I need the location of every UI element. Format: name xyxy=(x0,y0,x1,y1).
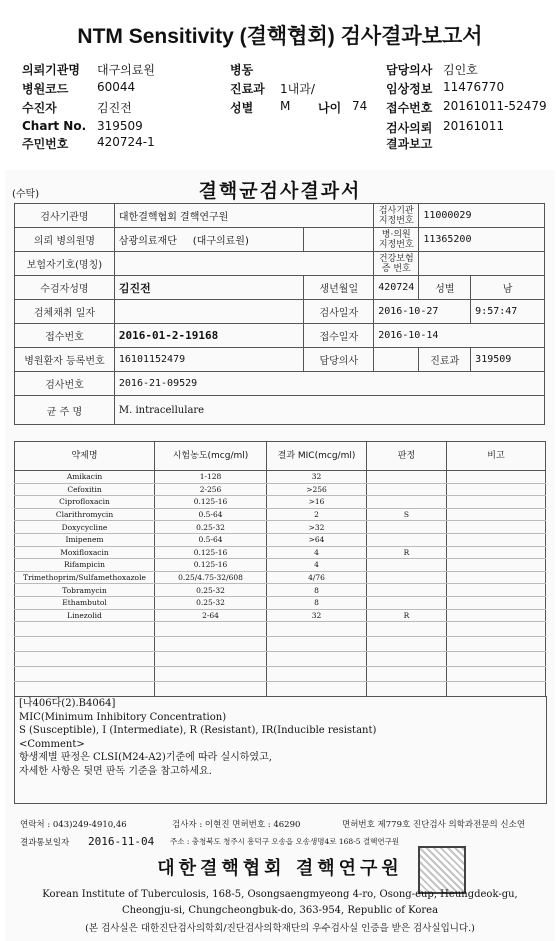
request-date-value: 20161011 xyxy=(443,119,505,133)
lab-code-label: 검사기관 지정번호 xyxy=(374,204,419,228)
clinic-value-cell xyxy=(114,228,304,252)
receipt-date-value: 2016-10-14 xyxy=(374,324,545,348)
report-label: 결과보고 xyxy=(386,137,433,151)
sex-value: M xyxy=(280,99,291,113)
mic-interp: S xyxy=(367,508,447,521)
mic-header-range: 시험농도(mcg/ml) xyxy=(155,442,267,471)
patient-info-table xyxy=(14,203,545,425)
clinical-info-value: 11476770 xyxy=(443,80,505,94)
mic-interp: R xyxy=(367,609,447,622)
mic-row-empty xyxy=(15,667,546,682)
request-date-label: 검사의뢰 xyxy=(386,121,433,135)
patient-value: 김진전 xyxy=(97,101,132,115)
receipt-no-value: 2016-01-2-19168 xyxy=(114,324,304,348)
mic-interp xyxy=(367,596,447,609)
mic-value: >256 xyxy=(267,483,367,496)
patient-label: 수진자 xyxy=(22,101,57,115)
mic-drug: Linezolid xyxy=(15,609,155,622)
mic-interp xyxy=(367,496,447,509)
mic-interp xyxy=(367,559,447,572)
mic-range: 1-128 xyxy=(155,471,267,484)
mic-empty-cell xyxy=(367,622,447,637)
institute-address-en1: Korean Institute of Tuberculosis, 168-5, Osongsaengmyeong 4-ro, Osong-eup, Heungdeok-gu, xyxy=(42,889,518,900)
mic-value: >64 xyxy=(267,533,367,546)
mic-row xyxy=(15,596,546,609)
note-mic-definition: MIC(Minimum Inhibitory Concentration) xyxy=(19,711,227,723)
mic-empty-cell xyxy=(155,682,267,697)
mic-value: >32 xyxy=(267,521,367,534)
mic-drug: Rifampicin xyxy=(15,559,155,572)
insurer-label: 보험자기호(명칭) xyxy=(15,252,115,276)
accession-value: 20161011-52479 xyxy=(443,99,547,113)
mic-drug: Cefoxitin xyxy=(15,483,155,496)
mic-table xyxy=(14,441,546,697)
mic-interp: R xyxy=(367,546,447,559)
age-label: 나이 xyxy=(318,101,342,115)
mic-empty-cell xyxy=(15,652,155,667)
mic-range: 0.125-16 xyxy=(155,546,267,559)
mic-row xyxy=(15,471,546,484)
mic-empty-cell xyxy=(15,667,155,682)
doctor-value: 김인호 xyxy=(443,63,478,77)
mic-value: 4 xyxy=(267,546,367,559)
mic-row xyxy=(15,533,546,546)
accession-label: 접수번호 xyxy=(386,101,433,115)
mic-empty-cell xyxy=(267,682,367,697)
department-label-sheet: 진료과 xyxy=(419,348,471,372)
health-card-label: 건강보험증 번호 xyxy=(374,252,419,276)
birth-label: 생년월일 xyxy=(304,276,374,300)
health-card-value xyxy=(419,252,545,276)
sex-label-sheet: 성별 xyxy=(419,276,471,300)
test-no-value: 2016-21-09529 xyxy=(114,372,544,396)
mic-empty-cell xyxy=(447,652,546,667)
mic-remark xyxy=(447,571,546,584)
note-interpretation-key: S (Susceptible), I (Intermediate), R (Resistant), IR(Inducible resistant) xyxy=(19,725,377,736)
test-date-label: 검사일자 xyxy=(304,300,374,324)
mic-remark xyxy=(447,508,546,521)
test-time-value: 9:57:47 xyxy=(471,300,545,324)
mic-empty-cell xyxy=(447,622,546,637)
sex-label: 성별 xyxy=(230,101,254,115)
sheet-title: 결핵균검사결과서 xyxy=(198,180,362,202)
mic-empty-cell xyxy=(267,667,367,682)
mic-interp xyxy=(367,584,447,597)
mic-range: 0.125-16 xyxy=(155,496,267,509)
mic-interp xyxy=(367,471,447,484)
mic-range: 0.25-32 xyxy=(155,521,267,534)
tester: 검사자 : 이현진 면허번호 : 46290 xyxy=(172,820,301,830)
mic-remark xyxy=(447,521,546,534)
note-comment-heading: <Comment> xyxy=(19,738,85,750)
resident-no-value: 420724-1 xyxy=(97,135,155,149)
mic-empty-cell xyxy=(155,622,267,637)
mic-empty-cell xyxy=(267,622,367,637)
mic-value: 4 xyxy=(267,559,367,572)
mic-empty-cell xyxy=(367,667,447,682)
mic-drug: Ciprofloxacin xyxy=(15,496,155,509)
collection-date-value xyxy=(114,300,304,324)
organism-value: M. intracellulare xyxy=(114,396,544,425)
collection-date-label: 검체채취 일자 xyxy=(15,300,115,324)
mic-empty-cell xyxy=(155,652,267,667)
mic-remark xyxy=(447,559,546,572)
dept-value: 1내과/ xyxy=(280,82,315,96)
institute-address-en2: Cheongju-si, Chungcheongbuk-do, 363-954, Republic of Korea xyxy=(121,905,439,916)
official-seal xyxy=(418,846,466,894)
consignment-mark: (수탁) xyxy=(12,189,40,200)
mic-empty-cell xyxy=(15,682,155,697)
mic-remark xyxy=(447,483,546,496)
mic-empty-cell xyxy=(367,652,447,667)
age-value: 74 xyxy=(352,99,368,113)
mic-interp xyxy=(367,483,447,496)
report-title: NTM Sensitivity (결핵협회) 검사결과보고서 xyxy=(77,25,483,48)
mic-empty-cell xyxy=(447,682,546,697)
mic-row-empty xyxy=(15,622,546,637)
mic-header-remark: 비고 xyxy=(447,442,546,471)
notes-box xyxy=(14,696,547,804)
mic-interp xyxy=(367,521,447,534)
examinee-value: 김진전 xyxy=(114,276,304,300)
mic-range: 2-256 xyxy=(155,483,267,496)
mic-value: 32 xyxy=(267,609,367,622)
dept-label: 진료과 xyxy=(230,82,265,96)
mic-row xyxy=(15,508,546,521)
mic-range: 0.5-64 xyxy=(155,508,267,521)
test-no-label: 검사번호 xyxy=(15,372,115,396)
institute-name-ko: 대한결핵협회 결핵연구원 xyxy=(157,858,403,879)
clinic-value: 삼광의료재단 xyxy=(118,236,177,247)
mic-value: 8 xyxy=(267,596,367,609)
mic-remark xyxy=(447,533,546,546)
mic-table-body xyxy=(15,471,546,697)
note-comment-line1: 항생제별 판정은 CLSI(M24-A2)기준에 따라 실시하였고, xyxy=(19,752,272,763)
mic-remark xyxy=(447,609,546,622)
mic-header-drug: 약제명 xyxy=(15,442,155,471)
clinical-info-label: 임상정보 xyxy=(386,82,433,96)
receipt-no-label: 접수번호 xyxy=(15,324,115,348)
doctor-label: 담당의사 xyxy=(386,63,433,77)
ward-label: 병동 xyxy=(230,63,254,77)
certification-note: (본 검사실은 대한진단검사의학회/진단검사의학재단의 우수검사실 인증을 받은 검사실입니다.) xyxy=(85,923,475,934)
mic-remark xyxy=(447,584,546,597)
mic-drug: Ethambutol xyxy=(15,596,155,609)
mic-interp xyxy=(367,571,447,584)
examinee-label: 수검자성명 xyxy=(15,276,115,300)
clinic-code-value: 11365200 xyxy=(419,228,545,252)
mic-row-empty xyxy=(15,682,546,697)
mic-row-empty xyxy=(15,652,546,667)
mic-empty-cell xyxy=(267,637,367,652)
mic-empty-cell xyxy=(447,667,546,682)
mic-drug: Imipenem xyxy=(15,533,155,546)
doctor-label-sheet: 담당의사 xyxy=(304,348,374,372)
chart-no-value: 319509 xyxy=(97,119,143,133)
hospital-code-label: 병원코드 xyxy=(22,82,69,96)
resident-no-label: 주민번호 xyxy=(22,137,69,151)
mic-empty-cell xyxy=(15,637,155,652)
mic-range: 0.25/4.75-32/608 xyxy=(155,571,267,584)
mic-range: 0.25-32 xyxy=(155,596,267,609)
contact: 연락처 : 043)249-4910,46 xyxy=(20,820,127,830)
report-date-value: 2016-11-04 xyxy=(88,835,155,848)
test-date-value: 2016-10-27 xyxy=(374,300,471,324)
mic-row xyxy=(15,609,546,622)
doctor-value-sheet xyxy=(374,348,419,372)
mic-value: 8 xyxy=(267,584,367,597)
mic-range: 0.125-16 xyxy=(155,559,267,572)
mic-drug: Amikacin xyxy=(15,471,155,484)
mic-empty-cell xyxy=(155,667,267,682)
mic-header-interp: 판정 xyxy=(367,442,447,471)
requester-label: 의뢰기관명 xyxy=(22,63,80,77)
lab-label: 검사기관명 xyxy=(15,204,115,228)
receipt-date-label: 접수일자 xyxy=(304,324,374,348)
director: 면허번호 제779호 진단검사 의학과전문의 신소연 xyxy=(342,820,526,830)
registration-value: 16101152479 xyxy=(114,348,304,372)
mic-row-empty xyxy=(15,637,546,652)
mic-value: 2 xyxy=(267,508,367,521)
chart-no-label: Chart No. xyxy=(22,119,87,133)
mic-empty-cell xyxy=(267,652,367,667)
registration-label: 병원환자 등록번호 xyxy=(15,348,115,372)
lab-code-value: 11000029 xyxy=(419,204,545,228)
clinic-sub: (대구의료원) xyxy=(192,236,249,247)
mic-remark xyxy=(447,471,546,484)
note-comment-line2: 자세한 사항은 뒷면 판독 기준을 참고하세요. xyxy=(19,765,212,777)
mic-remark xyxy=(447,496,546,509)
mic-range: 2-64 xyxy=(155,609,267,622)
mic-row xyxy=(15,521,546,534)
mic-row xyxy=(15,584,546,597)
mic-empty-cell xyxy=(447,637,546,652)
sex-value-sheet: 남 xyxy=(471,276,545,300)
mic-empty-cell xyxy=(367,682,447,697)
mic-value: 32 xyxy=(267,471,367,484)
mic-drug: Tobramycin xyxy=(15,584,155,597)
mic-drug: Moxifloxacin xyxy=(15,546,155,559)
requester-value: 대구의료원 xyxy=(97,63,155,77)
mic-row xyxy=(15,483,546,496)
mic-range: 0.25-32 xyxy=(155,584,267,597)
mic-drug: Doxycycline xyxy=(15,521,155,534)
mic-row xyxy=(15,571,546,584)
address: 주소 : 충청북도 청주시 흥덕구 오송읍 오송생명4로 168-5 결핵연구원 xyxy=(170,837,400,846)
mic-row xyxy=(15,546,546,559)
department-value-sheet: 319509 xyxy=(471,348,545,372)
birth-value: 420724 xyxy=(374,276,419,300)
mic-value: >16 xyxy=(267,496,367,509)
mic-header-result: 결과 MIC(mcg/ml) xyxy=(267,442,367,471)
mic-row xyxy=(15,559,546,572)
mic-drug: Trimethoprim/Sulfamethoxazole xyxy=(15,571,155,584)
mic-row xyxy=(15,496,546,509)
insurer-value xyxy=(114,252,373,276)
hospital-code-value: 60044 xyxy=(97,80,136,94)
report-date-label: 결과통보일자 xyxy=(20,838,70,848)
lab-value: 대한결핵협회 결핵연구원 xyxy=(114,204,373,228)
note-code: [나406다(2).B4064] xyxy=(19,698,116,709)
mic-empty-cell xyxy=(15,622,155,637)
clinic-label: 의뢰 병의원명 xyxy=(15,228,115,252)
mic-empty-cell xyxy=(155,637,267,652)
mic-empty-cell xyxy=(367,637,447,652)
mic-value: 4/76 xyxy=(267,571,367,584)
organism-label: 균 주 명 xyxy=(15,396,115,425)
mic-interp xyxy=(367,533,447,546)
mic-drug: Clarithromycin xyxy=(15,508,155,521)
mic-range: 0.5-64 xyxy=(155,533,267,546)
mic-remark xyxy=(447,596,546,609)
mic-remark xyxy=(447,546,546,559)
clinic-code-label: 병·의원 지정번호 xyxy=(374,228,419,252)
